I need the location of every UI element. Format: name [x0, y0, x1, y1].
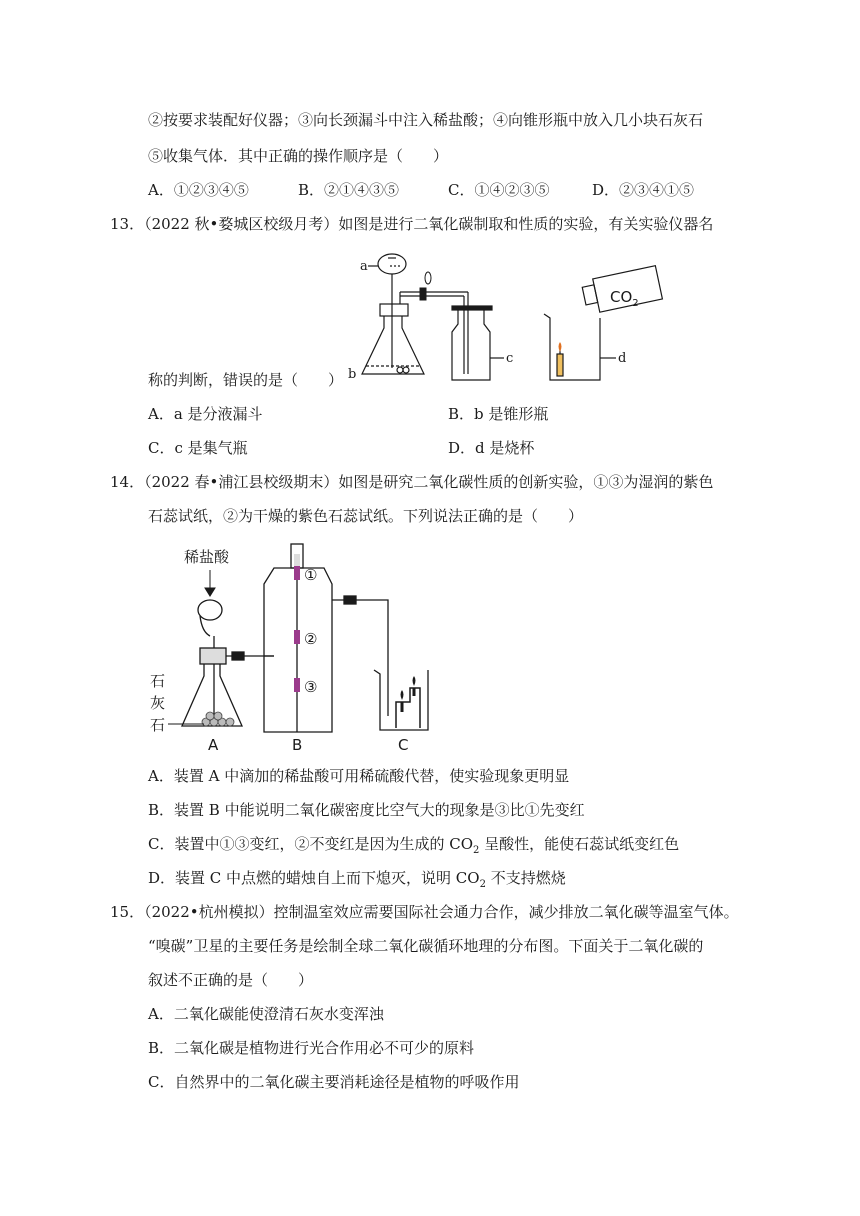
q15-option-a: A．二氧化碳能使澄清石灰水变浑浊 [148, 1005, 384, 1023]
q14-stone-label-2: 灰 [150, 694, 166, 712]
q15-text-line3: 叙述不正确的是（ ） [148, 971, 314, 989]
q14-option-d: D．装置 C 中点燃的蜡烛自上而下熄灭，说明 $CO_2$ 不支持燃烧 [148, 869, 566, 890]
q14-option-b: B．装置 B 中能说明二氧化碳密度比空气大的现象是③比①先变红 [148, 801, 585, 819]
q12-option-d: D．②③④①⑤ [592, 181, 695, 199]
q14-option-c: C．装置中①③变红，②不变红是因为生成的 $CO_2$ 呈酸性，能使石蕊试纸变红色 [148, 835, 680, 856]
q14-option-a: A．装置 A 中滴加的稀盐酸可用稀硫酸代替，使实验现象更明显 [148, 767, 570, 785]
q13-label-a: a [360, 259, 368, 274]
q13-option-c: C．c 是集气瓶 [148, 439, 248, 457]
q15-text-line1: 15．（2022•杭州模拟）控制温室效应需要国际社会通力合作，减少排放二氧化碳等温室气体。 [110, 903, 739, 921]
q12-option-c: C．①④②③⑤ [448, 181, 550, 199]
q13-bottle-label: $CO_2$ [610, 288, 639, 309]
q14-label-b: B [292, 736, 303, 754]
q14-apparatus-figure [148, 540, 448, 755]
limestone-pieces-icon [202, 712, 234, 726]
arrow-down-icon [205, 570, 215, 596]
q14-paper-label-2: ② [304, 630, 318, 648]
q13-text-line1: 13．（2022 秋•婺城区校级月考）如图是进行二氧化碳制取和性质的实验，有关实验仪器名 [110, 215, 714, 233]
q12-text-line2: ⑤收集气体．其中正确的操作顺序是（ ） [148, 147, 449, 165]
litmus-paper-1 [294, 566, 300, 580]
q13-option-b: B．b 是锥形瓶 [448, 405, 549, 423]
q13-option-d: D．d 是烧杯 [448, 439, 535, 457]
q14-acid-label: 稀盐酸 [184, 548, 230, 566]
q13-option-a: A．a 是分液漏斗 [148, 405, 263, 423]
q14-paper-label-3: ③ [304, 678, 318, 696]
q12-option-a: A．①②③④⑤ [148, 181, 249, 199]
q14-text-line1: 14．（2022 春•浦江县校级期末）如图是研究二氧化碳性质的创新实验，①③为湿润的紫色 [110, 473, 714, 491]
q13-label-c: c [506, 351, 514, 366]
gas-collecting-jar-icon [452, 292, 504, 380]
q14-label-a: A [208, 736, 219, 754]
beaker-c-icon [368, 600, 428, 730]
q13-apparatus-figure [340, 248, 680, 388]
q13-label-b: b [348, 367, 357, 382]
litmus-paper-2 [294, 630, 300, 644]
q13-text-line2: 称的判断，错误的是（ ） [148, 371, 344, 389]
lower-candle-flame-icon [401, 690, 404, 700]
q12-option-b: B．②①④③⑤ [298, 181, 400, 199]
q14-label-c: C [398, 736, 409, 754]
column-b-stopper [294, 554, 300, 566]
q12-text-line1: ②按要求装配好仪器；③向长颈漏斗中注入稀盐酸；④向锥形瓶中放入几小块石灰石 [148, 111, 704, 129]
q14-stone-label-1: 石 [150, 672, 166, 690]
q14-stone-label-3: 石 [150, 716, 166, 734]
q15-option-b: B．二氧化碳是植物进行光合作用必不可少的原料 [148, 1039, 475, 1057]
flask-a-icon [182, 600, 274, 726]
q15-option-c: C．自然界中的二氧化碳主要消耗途径是植物的呼吸作用 [148, 1073, 520, 1091]
beaker-icon [544, 314, 616, 380]
q14-paper-label-1: ① [304, 566, 318, 584]
upper-candle-flame-icon [413, 676, 416, 686]
litmus-paper-3 [294, 678, 300, 692]
q15-text-line2: “嗅碳”卫星的主要任务是绘制全球二氧化碳循环地理的分布图。下面关于二氧化碳的 [148, 937, 704, 955]
q13-label-d: d [618, 351, 627, 366]
q14-text-line2: 石蕊试纸，②为干燥的紫色石蕊试纸。下列说法正确的是（ ） [148, 507, 584, 525]
